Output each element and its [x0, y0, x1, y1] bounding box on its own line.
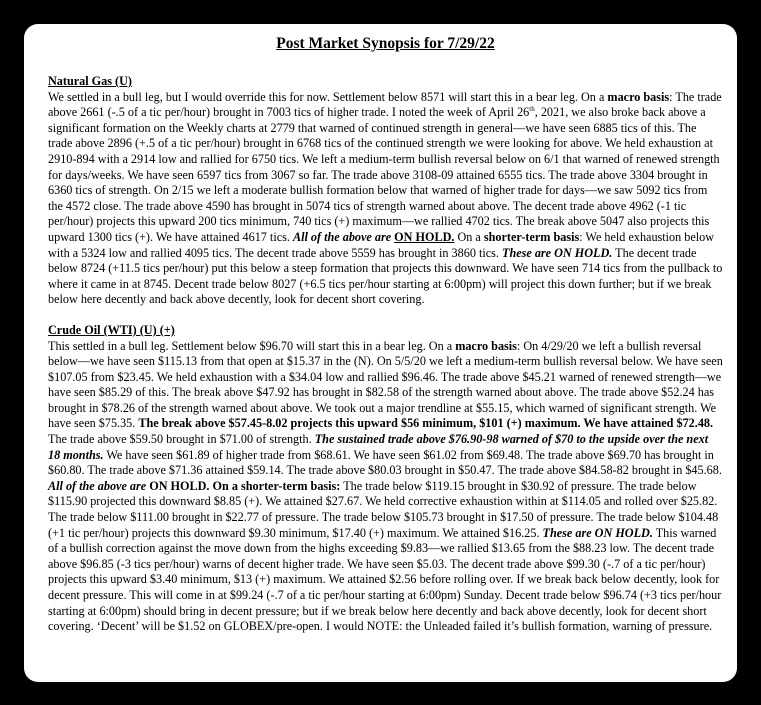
macro-basis-label: macro basis: [455, 338, 517, 353]
macro-basis-label: macro basis: [607, 89, 670, 104]
emphasis-text: These are ON HOLD.: [502, 245, 613, 260]
on-hold-label: ON HOLD.: [394, 229, 455, 244]
text-run: The trade below $119.15 brought in $30.92 of pressure. The trade below $115.90 projected this downward $8.85 (+). We attained $27.67. We held corrective exhaustion within at $114.05 and rolled over $25.82. The trade below $111.00 brought in $22.77 of pressure. The trade below $105.73 brought in $17.50 of pressure. The trade below $104.48 (+1 tic per/hour) projects this downward $9.30 minimum, $17.40 (+) maximum. We attained $16.25.: [48, 478, 719, 540]
text-run: The trade above $59.50 brought in $71.00 of strength.: [48, 432, 315, 447]
crude-oil-section: [48, 323, 723, 635]
text-run: , 2021, we also broke back above a significant formation on the Weekly charts at 2779 that warned of continued strength in general—we have seen 6885 tics of this. The trade above 2896 (+.5 of a tic per/hour) brought in 6768 tics of the continued strength we were looking for above. We held exhaustion at 2910-894 with a 2914 low and rallied for 6750 tics. We left a medium-term bullish reversal below on 6/1 that warned of renewed strength for days/weeks. We have seen 6597 tics from 3067 so far. The trade above 3108-09 attained 6555 tics. The trade above 3304 brought in 6360 tics of strength. On 2/15 we left a moderate bullish formation below that warned of higher trade for days—we saw 5092 tics from the 4572 close. The trade above 4590 has brought in 5074 tics of strength warned about above. The decent trade above 4962 (-1 tic per/hour) projects this upward 200 tics minimum, 740 tics (+) maximum—we rallied 4702 tics. The break above 5047 also projects this upward 1300 tics (+). We have attained 4617 tics.: [48, 105, 720, 244]
text-run: The decent trade below 8724 (+11.5 tics per/hour) put this below a steep formation that projects this downward. We have seen 714 tics from the pullback to where it came in at 8745. Decent trade below 8027 (+6.5 tics per/hour starting at 6:00pm) will project this down further; but if we break below here decently and back above decently, look for decent short covering.: [48, 245, 723, 307]
emphasis-text: The sustained trade above $76.90-98 warned of $70 to the upside over the next 18 months.: [48, 432, 709, 462]
emphasis-text: These are ON HOLD.: [542, 525, 653, 540]
superscript: th: [529, 105, 535, 114]
text-run: We settled in a bull leg, but I would override this for now. Settlement below 8571 will start this in a bear leg. On a: [48, 89, 608, 104]
natural-gas-paragraph: [48, 90, 723, 308]
crude-oil-paragraph: [48, 339, 723, 635]
text-run: This warned of a bullish correction against the move down from the highs exceeding $9.83—we rallied $13.65 from the $88.23 low. The decent trade above $96.85 (-3 tics per/hour) warns of decent higher trade. We have seen $5.03. The decent trade above $99.30 (-.7 of a tic per/hour) projects this upward $3.40 minimum, $13 (+) maximum. We attained $2.56 before rolling over. If we break back below decently, look for decent pressure. This will come in at $99.24 (-.7 of a tic per/hour starting at 6:00pm) Sunday. Decent trade below $96.74 (+3 tics per/hour starting at 6:00pm) should bring in decent pressure; but if we break below here decently and back above decently, look for decent short covering. ‘Decent’ will be $1.52 on GLOBEX/pre-open. I would NOTE: the Unleaded failed it’s bullish formation, warning of pressure.: [48, 525, 722, 634]
text-run: : The trade above 2661 (-.5 of a tic per/hour) brought in 7003 tics of higher trade. I noted the week of April 26: [48, 89, 722, 120]
emphasis-text: All of the above are: [48, 478, 147, 493]
text-run: : On 4/29/20 we left a bullish reversal below—we have seen $115.13 from that open at $15.37 in the (N). On 5/5/20 we left a medium-term bullish reversal below. We have seen $107.05 from $23.45. We held exhaustion with a $34.04 low and rallied $96.46. The trade above $45.21 warned of renewed strength—we have seen $85.29 of this. The break above $47.92 has brought in $82.58 of the strength warned about above. The trade above $52.24 has brought in $78.26 of the strength warned about above. We took out a major trendline at $55.15, which warned of significant strength. We have seen $75.35.: [48, 338, 723, 431]
emphasis-text: All of the above are: [292, 229, 395, 244]
text-run: We have seen $61.89 of higher trade from $68.61. We have seen $61.02 from $69.48. The trade above $69.70 has brought in $60.80. The trade above $71.36 attained $59.14. The trade above $80.03 brought in $50.47. The trade above $84.58-82 brought in $45.68.: [48, 447, 722, 478]
emphasis-text: The break above $57.45-8.02 projects this upward $56 minimum, $101 (+) maximum. We have attained $72.48.: [138, 416, 714, 431]
crude-oil-heading: Crude Oil (WTI) (U) (+): [48, 322, 175, 337]
document-page: [24, 24, 737, 682]
on-hold-label: ON HOLD. On a shorter-term basis:: [146, 478, 341, 493]
text-run: : We held exhaustion below with a 5324 low and rallied 4095 tics. The decent trade above 5559 has brought in 3860 tics.: [48, 229, 715, 260]
natural-gas-section: [48, 74, 723, 308]
natural-gas-heading: Natural Gas (U): [48, 74, 132, 88]
document-body: [48, 34, 723, 650]
shorter-term-label: shorter-term basis: [483, 229, 580, 244]
text-run: This settled in a bull leg. Settlement below $96.70 will start this in a bear leg. On a: [48, 338, 456, 353]
text-run: On a: [454, 229, 484, 244]
page-title: Post Market Synopsis for 7/29/22: [276, 35, 495, 52]
